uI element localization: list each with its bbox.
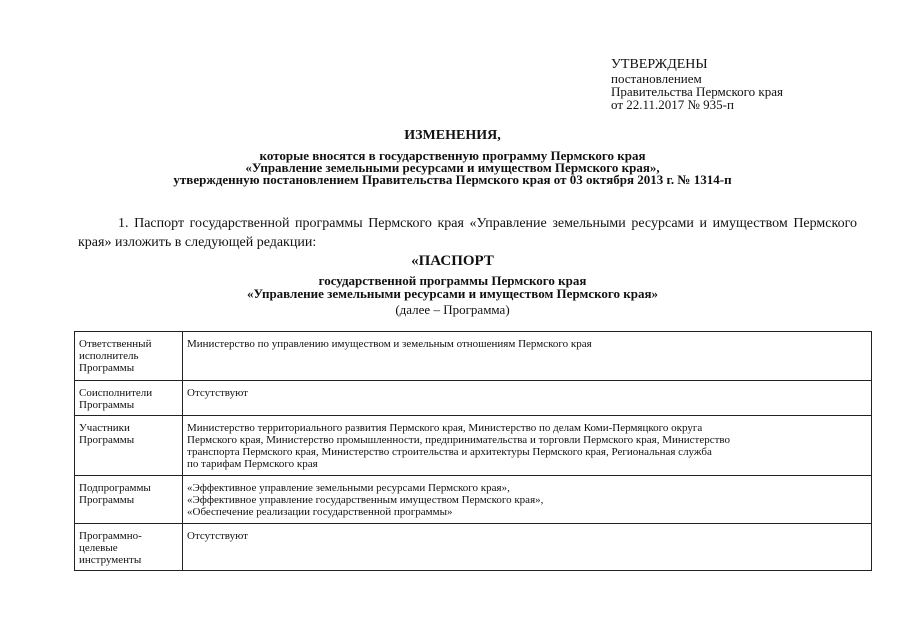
- row-value: [183, 416, 872, 476]
- row-label: [75, 476, 183, 524]
- table-row: [75, 476, 872, 524]
- passport-subtitle: [0, 274, 905, 300]
- label-line: Ответственный: [79, 338, 152, 350]
- passport-note: (далее – Программа): [395, 302, 510, 317]
- document-heading: ИЗМЕНЕНИЯ,: [404, 128, 501, 143]
- label-line: Программы: [79, 434, 135, 446]
- value-line: транспорта Пермского края, Министерство строительства и архитектуры Пермского края, Региональная служба: [187, 446, 712, 458]
- value-line: Министерство по управлению имуществом и земельным отношениям Пермского края: [187, 338, 592, 350]
- value-line: «Обеспечение реализации государственной программы»: [187, 506, 453, 518]
- approval-line: постановлением: [611, 71, 702, 86]
- value-line: «Эффективное управление земельными ресурсами Пермского края»,: [187, 482, 510, 494]
- passport-subtitle-line: «Управление земельными ресурсами и имуществом Пермского края»: [246, 286, 659, 301]
- body-paragraph: [78, 214, 857, 252]
- value-line: Отсутствуют: [187, 387, 248, 399]
- subheading-line: «Управление земельными ресурсами и имуществом Пермского края»,: [245, 160, 660, 175]
- label-line: Соисполнители: [79, 387, 153, 399]
- value-line: Пермского края, Министерство промышленности, предпринимательства и торговли Пермского края, Министерство: [187, 434, 731, 446]
- label-line: Программы: [79, 362, 135, 374]
- label-line: целевые: [79, 542, 118, 554]
- approval-stamp: [611, 58, 783, 111]
- approval-date: от 22.11.2017 № 935-п: [611, 97, 734, 112]
- passport-title: «ПАСПОРТ: [411, 253, 494, 269]
- value-line: Министерство территориального развития Пермского края, Министерство по делам Коми-Пермяцкого округа: [187, 422, 703, 434]
- table-row: [75, 332, 872, 381]
- row-label: [75, 524, 183, 571]
- row-value: [183, 524, 872, 571]
- approval-line: Правительства Пермского края: [611, 84, 783, 99]
- row-label: [75, 416, 183, 476]
- label-line: Программы: [79, 399, 135, 411]
- label-line: Подпрограммы: [79, 482, 151, 494]
- row-value: [183, 332, 872, 381]
- label-line: Программно-: [79, 530, 142, 542]
- passport-table: [74, 331, 872, 571]
- label-line: инструменты: [79, 554, 142, 566]
- approval-title: УТВЕРЖДЕНЫ: [611, 57, 708, 72]
- passport-subtitle-line: государственной программы Пермского края: [318, 273, 587, 288]
- label-line: Программы: [79, 494, 135, 506]
- row-value: [183, 381, 872, 416]
- label-line: Участники: [79, 422, 130, 434]
- table-row: [75, 416, 872, 476]
- row-value: [183, 476, 872, 524]
- paragraph-text: 1. Паспорт государственной программы Пермского края «Управление земельными ресурсами и имуществом Пермского края» изложить в следующей редакции:: [78, 216, 857, 250]
- table-row: [75, 524, 872, 571]
- table-row: [75, 381, 872, 416]
- subheading-line: утвержденную постановлением Правительства Пермского края от 03 октября 2013 г. № 1314-п: [173, 172, 732, 187]
- value-line: по тарифам Пермского края: [187, 458, 318, 470]
- value-line: Отсутствуют: [187, 530, 248, 542]
- row-label: [75, 381, 183, 416]
- row-label: [75, 332, 183, 381]
- label-line: исполнитель: [79, 350, 139, 362]
- document-subheading: [0, 150, 905, 186]
- value-line: «Эффективное управление государственным имуществом Пермского края»,: [187, 494, 544, 506]
- subheading-line: которые вносятся в государственную программу Пермского края: [259, 148, 646, 163]
